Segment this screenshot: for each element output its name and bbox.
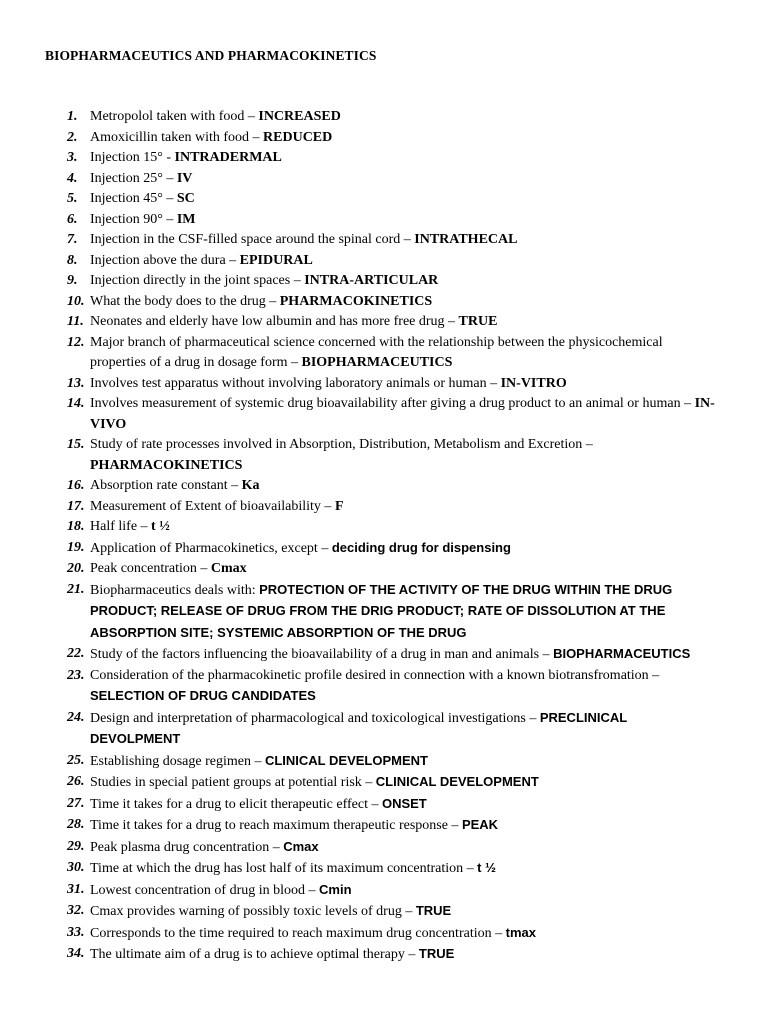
- question-text: Time it takes for a drug to reach maximum therapeutic response –: [90, 818, 462, 833]
- list-item: [0, 772, 720, 794]
- item-number: 1.: [67, 109, 78, 124]
- answer-text: Cmax: [210, 561, 247, 576]
- question-text: Injection 15° -: [90, 150, 175, 165]
- list-item: [0, 666, 720, 708]
- item-number: 24.: [67, 709, 85, 725]
- answer-text: PRECLINICAL DEVOLPMENT: [90, 709, 627, 746]
- item-number: 30.: [67, 860, 85, 875]
- question-text: Injection above the dura –: [90, 252, 240, 268]
- list-item: [0, 210, 720, 231]
- answer-text: TRUE: [418, 946, 455, 961]
- item-number: 14.: [67, 396, 85, 411]
- list-item: [0, 148, 720, 169]
- list-item: [0, 107, 720, 128]
- answer-text: SELECTION OF DRUG CANDIDATES: [90, 688, 316, 703]
- list-item: [0, 901, 720, 923]
- answer-text: PHARMACOKINETICS: [90, 457, 243, 473]
- answer-text: IM: [176, 211, 196, 227]
- list-item: [0, 815, 720, 837]
- item-number: 4.: [67, 170, 78, 186]
- item-number: 3.: [67, 150, 78, 165]
- item-number: 26.: [67, 774, 85, 789]
- answer-text: BIOPHARMACEUTICS: [301, 355, 453, 370]
- list-item: [0, 644, 720, 666]
- question-text: Metropolol taken with food –: [90, 109, 259, 124]
- item-number: 31.: [67, 881, 85, 897]
- answer-text: IV: [176, 170, 193, 186]
- question-answer-list: [0, 107, 768, 966]
- question-text: Injection in the CSF-filled space around the spinal cord –: [90, 232, 415, 247]
- question-text: Cmax provides warning of possibly toxic levels of drug –: [90, 904, 416, 919]
- answer-text: PEAK: [461, 817, 499, 832]
- page-title: BIOPHARMACEUTICS AND PHARMACOKINETICS: [45, 48, 377, 63]
- list-item: [0, 333, 720, 374]
- list-item: [0, 292, 720, 313]
- answer-text: t ½: [151, 519, 170, 534]
- question-text: Injection 90° –: [90, 211, 177, 227]
- answer-text: SC: [176, 191, 195, 206]
- item-number: 6.: [67, 211, 78, 227]
- question-text: Involves measurement of systemic drug bioavailability after giving a drug product to an animal or human –: [90, 396, 695, 411]
- question-text: Amoxicillin taken with food –: [90, 129, 264, 145]
- list-item: [0, 169, 720, 190]
- question-text: Half life –: [90, 519, 152, 534]
- item-number: 15.: [67, 437, 85, 452]
- list-item: [0, 559, 720, 580]
- item-number: 17.: [67, 498, 85, 514]
- question-text: Time it takes for a drug to elicit therapeutic effect –: [90, 796, 382, 812]
- item-number: 9.: [67, 273, 78, 288]
- question-text: The ultimate aim of a drug is to achieve optimal therapy –: [90, 947, 419, 962]
- question-text: Studies in special patient groups at potential risk –: [90, 775, 376, 790]
- list-item: [0, 189, 720, 210]
- list-item: [0, 374, 720, 395]
- item-number: 29.: [67, 838, 85, 854]
- item-number: 2.: [67, 129, 78, 145]
- list-item: [0, 580, 720, 645]
- list-item: [0, 944, 720, 966]
- item-number: 32.: [67, 903, 85, 918]
- answer-text: TRUE: [415, 903, 452, 918]
- answer-text: t ½: [477, 860, 496, 875]
- answer-text: IN-VITRO: [500, 375, 567, 391]
- list-item: [0, 128, 720, 149]
- answer-text: EPIDURAL: [239, 252, 313, 268]
- question-text: Injection 45° –: [90, 191, 177, 206]
- list-item: [0, 394, 720, 435]
- answer-text: deciding drug for dispensing: [331, 539, 511, 555]
- question-text: Consideration of the pharmacokinetic profile desired in connection with a known biotransfromation –: [90, 667, 660, 683]
- item-number: 25.: [67, 752, 85, 768]
- item-number: 20.: [67, 561, 85, 576]
- answer-text: ONSET: [381, 795, 427, 811]
- list-item: [0, 837, 720, 859]
- item-number: 28.: [67, 817, 85, 832]
- answer-text: BIOPHARMACEUTICS: [553, 646, 691, 661]
- answer-text: Ka: [241, 478, 260, 493]
- answer-text: F: [334, 498, 344, 514]
- item-number: 16.: [67, 478, 85, 493]
- question-text: Peak concentration –: [90, 561, 211, 576]
- question-text: Time at which the drug has lost half of its maximum concentration –: [90, 861, 478, 876]
- answer-text: PROTECTION OF THE ACTIVITY OF THE DRUG WITHIN THE DRUG PRODUCT; RELEASE OF DRUG FROM THE DRIG PRODUCT; RATE OF DISSOLUTION AT THE ABSORPTION SITE; SYSTEMIC ABSORPTION OF THE DRUG: [90, 581, 673, 640]
- item-number: 33.: [67, 924, 85, 940]
- item-number: 7.: [67, 232, 78, 247]
- list-item: [0, 230, 720, 251]
- list-item: [0, 794, 720, 816]
- answer-text: IN-VIVO: [90, 396, 715, 432]
- list-item: [0, 312, 720, 333]
- question-text: Peak plasma drug concentration –: [90, 839, 284, 855]
- answer-text: PHARMACOKINETICS: [279, 293, 433, 309]
- item-number: 18.: [67, 519, 85, 534]
- answer-text: REDUCED: [263, 129, 333, 145]
- answer-text: CLINICAL DEVELOPMENT: [375, 774, 539, 789]
- question-text: Injection 25° –: [90, 170, 177, 186]
- answer-text: TRUE: [458, 314, 498, 329]
- item-number: 11.: [67, 314, 84, 329]
- list-item: [0, 708, 720, 751]
- question-text: Study of rate processes involved in Absorption, Distribution, Metabolism and Excretion –: [90, 437, 593, 452]
- list-item: [0, 517, 720, 538]
- list-item: [0, 497, 720, 518]
- answer-text: Cmax: [283, 838, 319, 854]
- question-text: Neonates and elderly have low albumin and has more free drug –: [90, 314, 459, 329]
- question-text: Biopharmaceutics deals with:: [90, 582, 260, 598]
- question-text: Lowest concentration of drug in blood –: [90, 882, 320, 898]
- answer-text: Cmin: [319, 881, 352, 897]
- item-number: 13.: [67, 375, 85, 391]
- item-number: 22.: [67, 646, 85, 661]
- question-text: Application of Pharmacokinetics, except –: [90, 540, 332, 556]
- question-text: Involves test apparatus without involving laboratory animals or human –: [90, 375, 501, 391]
- list-item: [0, 858, 720, 880]
- answer-text: tmax: [505, 924, 536, 940]
- item-number: 34.: [67, 946, 85, 961]
- question-text: Design and interpretation of pharmacological and toxicological investigations –: [90, 710, 540, 726]
- list-item: [0, 880, 720, 902]
- question-text: Absorption rate constant –: [90, 478, 242, 493]
- answer-text: CLINICAL DEVELOPMENT: [264, 752, 428, 768]
- item-number: 8.: [67, 252, 78, 268]
- answer-text: INTRA-ARTICULAR: [304, 273, 439, 288]
- answer-text: INTRADERMAL: [174, 150, 282, 165]
- question-text: Major branch of pharmaceutical science concerned with the relationship between the physicochemical properties of a drug in dosage form –: [90, 334, 663, 370]
- answer-text: INCREASED: [258, 109, 341, 124]
- question-text: Measurement of Extent of bioavailability –: [90, 498, 335, 514]
- list-item: [0, 923, 720, 945]
- question-text: Establishing dosage regimen –: [90, 753, 265, 769]
- list-item: [0, 751, 720, 773]
- list-item: [0, 538, 720, 560]
- question-text: Corresponds to the time required to reach maximum drug concentration –: [90, 925, 506, 941]
- item-number: 19.: [67, 539, 85, 555]
- question-text: Study of the factors influencing the bioavailability of a drug in man and animals –: [90, 647, 554, 662]
- item-number: 23.: [67, 667, 85, 683]
- item-number: 10.: [67, 293, 85, 309]
- list-item: [0, 476, 720, 497]
- list-item: [0, 435, 720, 476]
- item-number: 12.: [67, 334, 85, 350]
- item-number: 21.: [67, 581, 85, 597]
- list-item: [0, 271, 720, 292]
- answer-text: INTRATHECAL: [414, 232, 518, 247]
- item-number: 27.: [67, 795, 85, 811]
- list-item: [0, 251, 720, 272]
- question-text: Injection directly in the joint spaces –: [90, 273, 305, 288]
- item-number: 5.: [67, 191, 78, 206]
- question-text: What the body does to the drug –: [90, 293, 280, 309]
